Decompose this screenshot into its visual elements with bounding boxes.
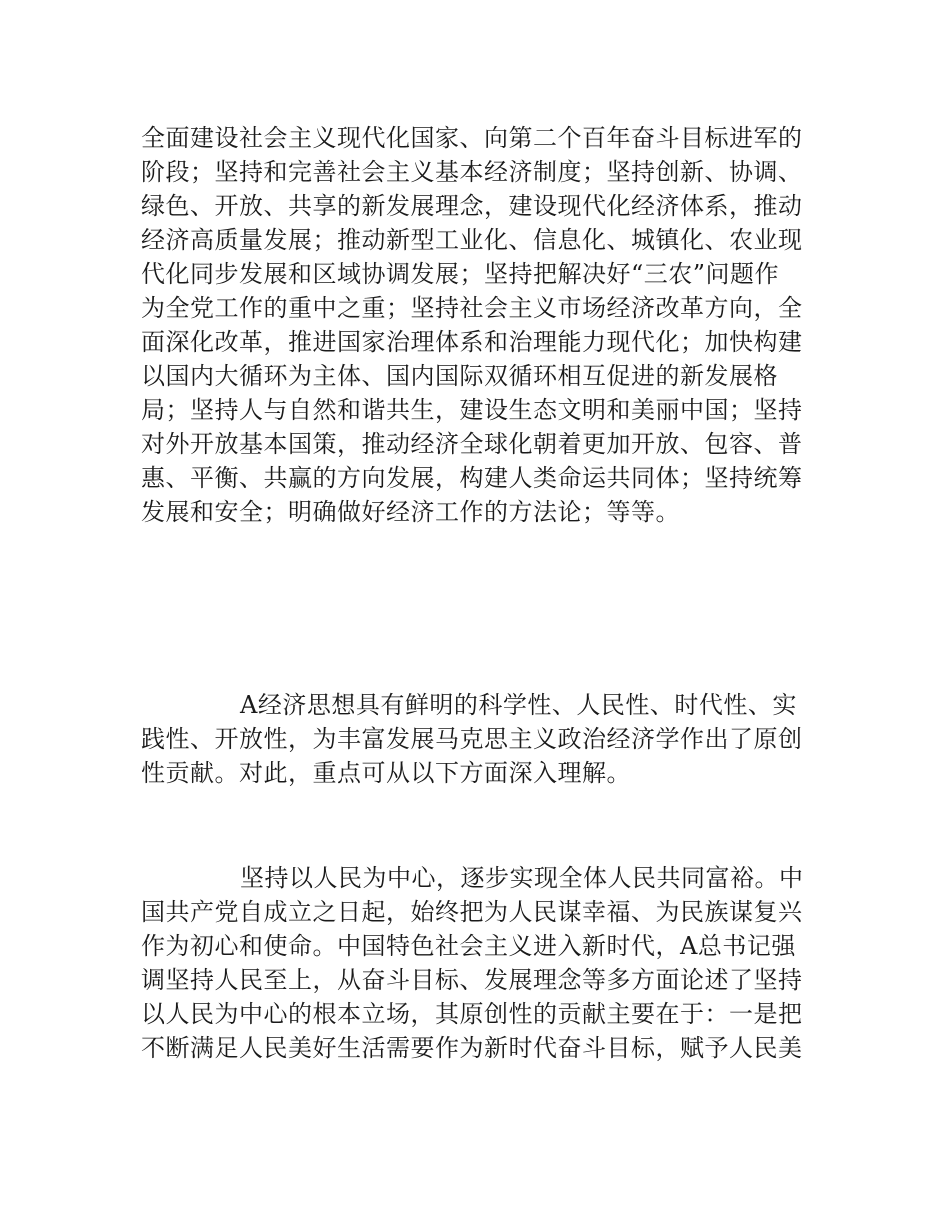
text-line: 阶段；坚持和完善社会主义基本经济制度；坚持创新、协调、 [141,158,803,186]
text-line: 局；坚持人与自然和谐共生，建设生态文明和美丽中国；坚持 [141,396,803,424]
text-line-indented: A经济思想具有鲜明的科学性、人民性、时代性、实 [240,691,797,719]
paragraph-1 [141,121,821,529]
text-line: 面深化改革，推进国家治理体系和治理能力现代化；加快构建 [141,328,803,356]
text-line: 对外开放基本国策，推动经济全球化朝着更加开放、包容、普 [141,430,803,458]
text-line: 以人民为中心的根本立场，其原创性的贡献主要在于：一是把 [141,1000,803,1028]
text-line: 性贡献。对此，重点可从以下方面深入理解。 [141,759,631,787]
text-line: 惠、平衡、共赢的方向发展，构建人类命运共同体；坚持统筹 [141,464,803,492]
paragraph-3 [141,861,821,1065]
text-line: 代化同步发展和区域协调发展；坚持把解决好“三农”问题作 [141,260,780,288]
text-line-indented: 坚持以人民为中心，逐步实现全体人民共同富裕。中 [240,864,804,892]
text-line: 作为初心和使命。中国特色社会主义进入新时代，A总书记强 [141,932,796,960]
text-line: 发展和安全；明确做好经济工作的方法论；等等。 [141,498,680,526]
text-line: 全面建设社会主义现代化国家、向第二个百年奋斗目标进军的 [141,124,803,152]
text-line: 践性、开放性，为丰富发展马克思主义政治经济学作出了原创 [141,725,803,753]
paragraph-2 [141,688,821,790]
text-line: 以国内大循环为主体、国内国际双循环相互促进的新发展格 [141,362,778,390]
text-line: 经济高质量发展；推动新型工业化、信息化、城镇化、农业现 [141,226,803,254]
text-line: 调坚持人民至上，从奋斗目标、发展理念等多方面论述了坚持 [141,966,803,994]
text-line: 绿色、开放、共享的新发展理念，建设现代化经济体系，推动 [141,192,803,220]
text-line: 不断满足人民美好生活需要作为新时代奋斗目标，赋予人民美 [141,1034,803,1062]
text-line: 为全党工作的重中之重；坚持社会主义市场经济改革方向，全 [141,294,803,322]
text-line: 国共产党自成立之日起，始终把为人民谋幸福、为民族谋复兴 [141,898,803,926]
